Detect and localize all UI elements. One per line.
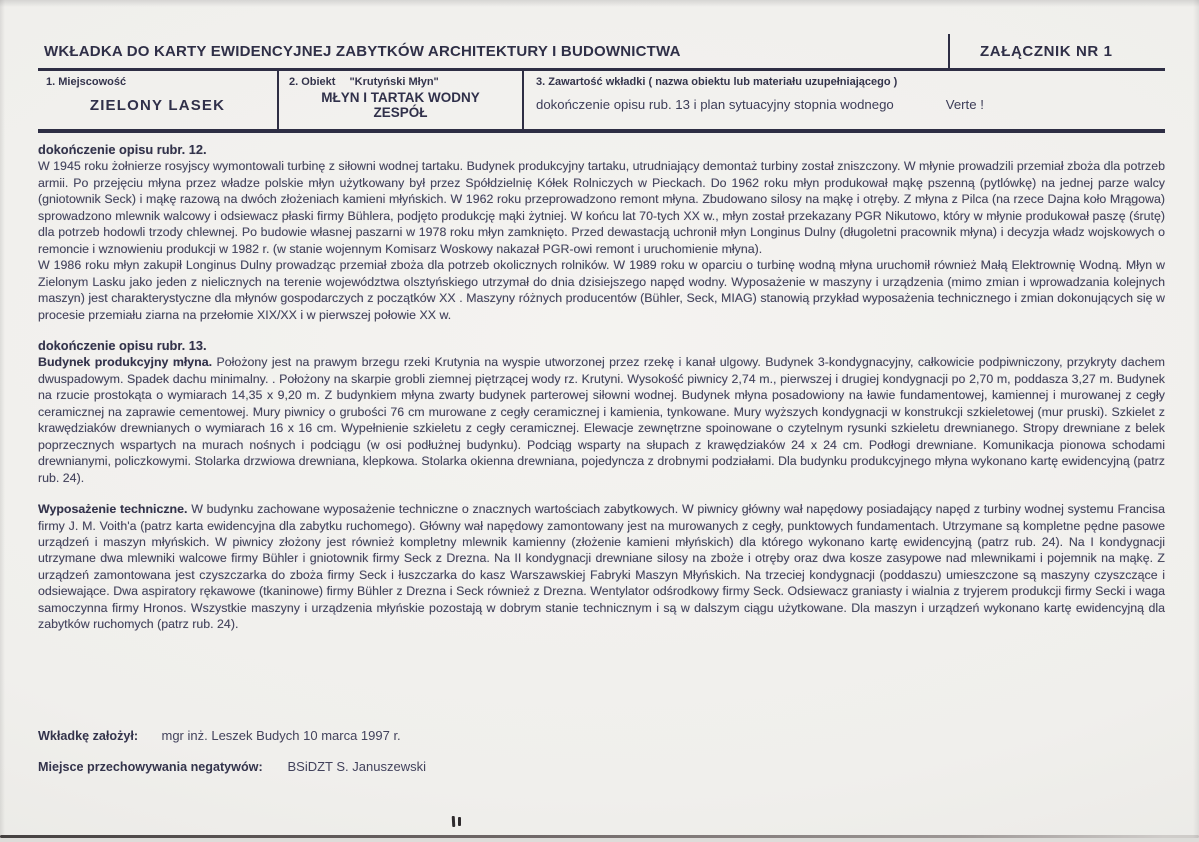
document-title: WKŁADKA DO KARTY EWIDENCYJNEJ ZABYTKÓW ARCHITEKTURY I BUDOWNICTWA — [44, 43, 681, 60]
scan-edge-top — [0, 0, 1199, 7]
field-object-value-line2: ZESPÓŁ — [373, 105, 428, 120]
field-object-value-line1: MŁYN I TARTAK WODNY — [321, 90, 480, 105]
rub12-paragraph-1: W 1945 roku żołnierze rosyjscy wymontowali turbinę z siłowni wodnej tartaku. Budynek produkcyjny tartaku, utrudniający demontaż turbiny został zniszczony. W młynie prowadzili przemiał zboża dla potrzeb armii. Po przejęciu młyna przez władze polskie młyn użytkowany był przez Spółdzielnię Kółek Rolniczych w Pieckach. Do 1962 roku młyn produkował mąkę pszenną (pytlówkę) na jednej parze walcy (gniotownik Seck) i mąkę razową na dwóch złożeniach kamieni młyńskich. W 1962 roku przeprowadzono remont młyna. Zbudowano silosy na mąkę i otręby. Z młyna z Pilca (na rzece Dajna koło Mrągowa) sprowadzono mlewnik walcowy i odsiewacz płaski firmy Bühlera, podjęto produkcję mąki żytniej. W końcu lat 70-tych XX w., młyn został przekazany PGR Nikutowo, który w młynie produkował paszę (śrutę) dla potrzeb hodowli trzody chlewnej. Po budowie własnej paszarni w 1978 roku młyn zamknięto. Przed dewastacją uchronił młyn Longinus Dulny (długoletni pracownik młyna) i decyzja władz wojskowych o remoncie i wznowieniu produkcji w 1982 r. (w stanie wojennym Komisarz Woskowy nakazał PGR-owi remont i uruchomienie młyna). — [38, 159, 1165, 256]
founder-line — [38, 728, 401, 743]
title-row — [38, 36, 1165, 71]
spacer — [38, 323, 1165, 338]
form-fields-row — [38, 71, 1165, 133]
title-divider — [948, 34, 950, 68]
rub13-lead: Budynek produkcyjny młyna. — [38, 355, 213, 370]
field-contents-value-row — [522, 88, 1165, 112]
field-object-label-text: 2. Obiekt — [289, 76, 336, 88]
field-contents-label: 3. Zawartość wkładki ( nazwa obiektu lub materiału uzupełniającego ) — [536, 76, 898, 88]
field-locality-value: ZIELONY LASEK — [89, 97, 226, 114]
rub13-text: Położony jest na prawym brzegu rzeki Krutynia na wyspie utworzonej przez rzekę i kanał ulgowy. Budynek 3-kondygnacyjny, całkowicie podpiwniczony, przykryty dachem dwuspadowym. Spadek dachu minimalny. . Położony na skarpie grobli ziemnej piętrzącej wody rz. Krutyni. Wysokość piwnicy 2,74 m., pierwszej i drugiej kondygnacji po 2,70 m, poddasza 3,27 m. Budynek na rzucie prostokąta o wymiarach 14,35 x 9,20 m. Z budynkiem młyna zwarty budynek parterowej siłowni wodnej. Budynek młyna posadowiony na ławie fundamentowej, kamiennej i murowanej z cegły ceramicznej na zaprawie cementowej. Mury piwnicy o grubości 76 cm murowane z cegły ceramicznej i kamienia, tynkowane. Mury wyższych kondygnacji w konstrukcji szkieletowej (mur pruski). Szkielet z krawędziaków drewnianych o wymiarach 16 x 16 cm. Wypełnienie szkieletu z cegły ceramicznej. Elewacje zewnętrzne spoinowane o czytelnym rysunki szkieletu drewnianego. Stropy drewniane z belek poprzecznych wspartych na murach nośnych i podciągu (w osi podłużnej budynku). Podciąg wsparty na słupach z krawędziaków 24 x 24 cm. Podłogi drewniane. Komunikacja pionowa schodami drewnianymi, policzkowymi. Stolarka drzwiowa drewniana, klepkowa. Stolarka okienna drewniana, pojedyncza z drobnymi podziałami. Dla budynku produkcyjnego młyna wykonano kartę ewidencyjną (patrz rub. 24). — [38, 355, 1165, 485]
spacer — [38, 486, 1165, 501]
negatives-label: Miejsce przechowywania negatywów: — [38, 760, 263, 774]
field-contents — [522, 71, 1165, 129]
tech-lead: Wyposażenie techniczne. — [38, 502, 188, 517]
tech-paragraph — [38, 501, 1165, 633]
scan-edge-bottom-fade — [0, 838, 1199, 842]
field-object — [277, 71, 524, 129]
scan-edge-right — [1193, 0, 1199, 842]
rub13-paragraph — [38, 354, 1165, 486]
field-object-value — [279, 90, 522, 120]
negatives-line — [38, 759, 426, 774]
document-body — [38, 142, 1165, 633]
negatives-value: BSiDZT S. Januszewski — [287, 759, 426, 774]
field-contents-value: dokończenie opisu rub. 13 i plan sytuacyjny stopnia wodnego — [536, 97, 894, 112]
field-object-label — [279, 71, 522, 88]
field-locality-label: 1. Miejscowość — [46, 76, 127, 88]
attachment-number: ZAŁĄCZNIK NR 1 — [980, 43, 1113, 60]
founder-value: mgr inż. Leszek Budych 10 marca 1997 r. — [161, 728, 401, 743]
verte-note: Verte ! — [945, 97, 984, 112]
section-heading-rub13: dokończenie opisu rubr. 13. — [38, 337, 207, 353]
tech-text: W budynku zachowane wyposażenie techniczne o znacznych wartościach zabytkowych. W piwnicy główny wał napędowy posiadający napęd z turbiny wodnej systemu Francisa firmy J. M. Voith'a (patrz karta ewidencyjna dla zabytku ruchomego). Główny wał napędowy zamontowany jest na murowanych z cegły, punktowych fundamentach. Utrzymane są kompletne pędne pasowe urządzeń i maszyn młyńskich. W piwnicy złożony jest również kompletny mlewnik kamienny (złożenie kamieni młyńskich) dla którego wykonano kartę ewidencyjną (patrz rub. 24). Na I kondygnacji utrzymane dwa mlewniki walcowe firmy Bühler i gniotownik firmy Seck z Drezna. Na II kondygnacji drewniane silosy na zboże i otręby oraz dwa kosze zasypowe nad mlewnikami i pojemnik na mąkę. Z urządzeń zamontowana jest czyszczarka do zboża firmy Seck i łuszczarka do kasz Warszawskiej Fabryki Maszyn Młyńskich. Na trzeciej kondygnacji (poddaszu) umieszczone są maszyny czyszczące i odsiewające. Dwa aspiratory rękawowe (tkaninowe) firmy Bühler z Drezna i Seck również z Drezna. Wentylator odśrodkowy firmy Seck. Odsiewacz graniasty i wialnia z tryjerem produkcji firmy Secki i waga samoczynna firmy Hronos. Wszystkie maszyny i urządzenia młyńskie pozostają w dobrym stanie technicznym i są w dalszym ciągu użytkowane. Dla maszyn i urządzeń wykonano kartę ewidencyjną dla zabytków ruchomych (patrz rub. 24). — [38, 502, 1165, 632]
founder-label: Wkładkę założył: — [38, 729, 139, 743]
section-heading-rub12: dokończenie opisu rubr. 12. — [38, 142, 207, 157]
rub12-paragraph-2: W 1986 roku młyn zakupił Longinus Dulny prowadząc przemiał zboża dla potrzeb okolicznych rolników. W 1989 roku w oparciu o turbinę wodną młyna uruchomił również Małą Elektrownię Wodną. Młyn w Zielonym Lasku jako jeden z nielicznych na terenie województwa olsztyńskiego utrzymał do dnia dzisiejszego napęd wodny. Wyposażenie w maszyny i urządzenia (mimo zmian i wprowadzania kolejnych maszyn) jest charakterystyczne dla młynów gospodarczych z początków XX . Maszyny różnych producentów (Bühler, Seck, MIAG) stanowią przykład wyposażenia technicznego i zmian dokonujących się w procesie przemiału ziarna na przełomie XIX/XX i w pierwszej połowie XX w. — [38, 258, 1165, 322]
ink-mark-artifact — [452, 816, 461, 827]
scan-edge-left — [0, 0, 5, 842]
form-header — [38, 36, 1165, 133]
field-locality — [38, 71, 277, 129]
field-object-quoted-name: "Krutyński Młyn" — [349, 76, 439, 88]
